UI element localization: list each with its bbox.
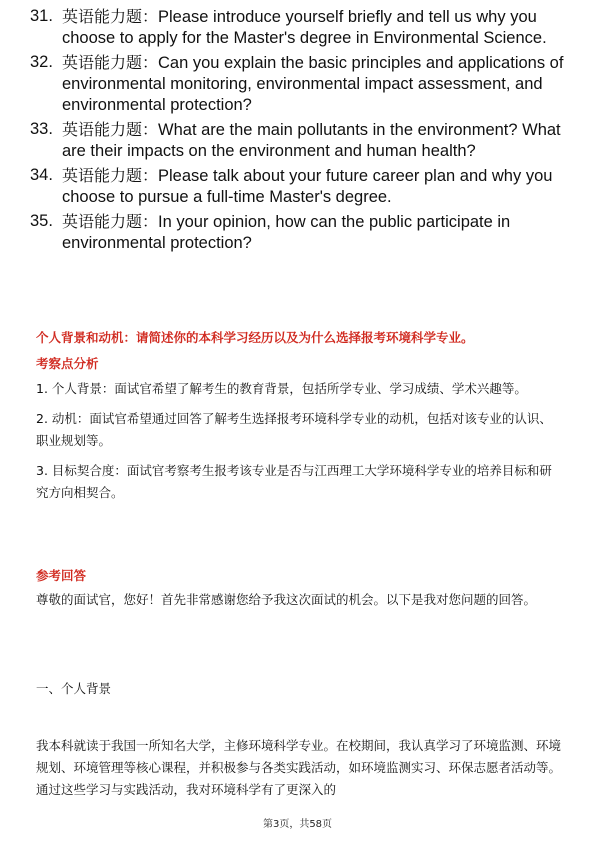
question-item	[30, 211, 570, 254]
question-number: 34.	[30, 166, 53, 184]
analysis-heading: 考察点分析	[36, 356, 99, 371]
answer-paragraph: 我本科就读于我国一所知名大学，主修环境科学专业。在校期间，我认真学习了环境监测、环境规划、环境管理等核心课程，并积极参与各类实践活动，如环境监测实习、环保志愿者活动等。通过这些学习与实践活动，我对环境科学有了更深入的	[36, 738, 562, 797]
question-number: 35.	[30, 212, 53, 230]
analysis-point: 2. 动机：面试官希望通过回答了解考生选择报考环境科学专业的动机，包括对该专业的认识、职业规划等。	[36, 411, 552, 448]
question-item	[30, 6, 570, 49]
question-number: 33.	[30, 120, 53, 138]
question-list	[30, 6, 570, 257]
question-text: Please talk about your future career plan and why you choose to pursue a full-time Master's degree.	[62, 167, 553, 206]
answer-body	[36, 735, 562, 801]
question-item	[30, 52, 570, 116]
question-item	[30, 119, 570, 162]
question-text: Can you explain the basic principles and applications of environmental monitoring, environmental impact assessment, and environmental protection?	[62, 54, 564, 114]
answer-section	[36, 566, 562, 611]
question-category: 英语能力题：	[62, 120, 159, 139]
analysis-point: 1. 个人背景：面试官希望了解考生的教育背景，包括所学专业、学习成绩、学术兴趣等。	[36, 381, 527, 396]
answer-subsection	[36, 678, 562, 700]
question-number: 32.	[30, 53, 53, 71]
analysis-section	[36, 328, 562, 504]
question-item	[30, 165, 570, 208]
analysis-point: 3. 目标契合度：面试官考察考生报考该专业是否与江西理工大学环境科学专业的培养目标和研究方向相契合。	[36, 463, 552, 500]
question-text: Please introduce yourself briefly and tell us why you choose to apply for the Master's degree in Environmental Science.	[62, 8, 547, 47]
answer-intro: 尊敬的面试官，您好！首先非常感谢您给予我这次面试的机会。以下是我对您问题的回答。	[36, 592, 537, 607]
page-footer: 第3页，共58页	[262, 819, 333, 830]
question-text: What are the main pollutants in the environment? What are their impacts on the environment and human health?	[62, 121, 561, 160]
question-category: 英语能力题：	[62, 212, 159, 231]
answer-section-title: 一、个人背景	[36, 681, 112, 696]
question-text: In your opinion, how can the public participate in environmental protection?	[62, 213, 511, 252]
background-question-heading: 个人背景和动机：请简述你的本科学习经历以及为什么选择报考环境科学专业。	[36, 330, 474, 345]
question-category: 英语能力题：	[62, 53, 159, 72]
question-category: 英语能力题：	[62, 7, 159, 26]
answer-heading: 参考回答	[36, 568, 87, 583]
question-category: 英语能力题：	[62, 166, 159, 185]
question-number: 31.	[30, 7, 53, 25]
